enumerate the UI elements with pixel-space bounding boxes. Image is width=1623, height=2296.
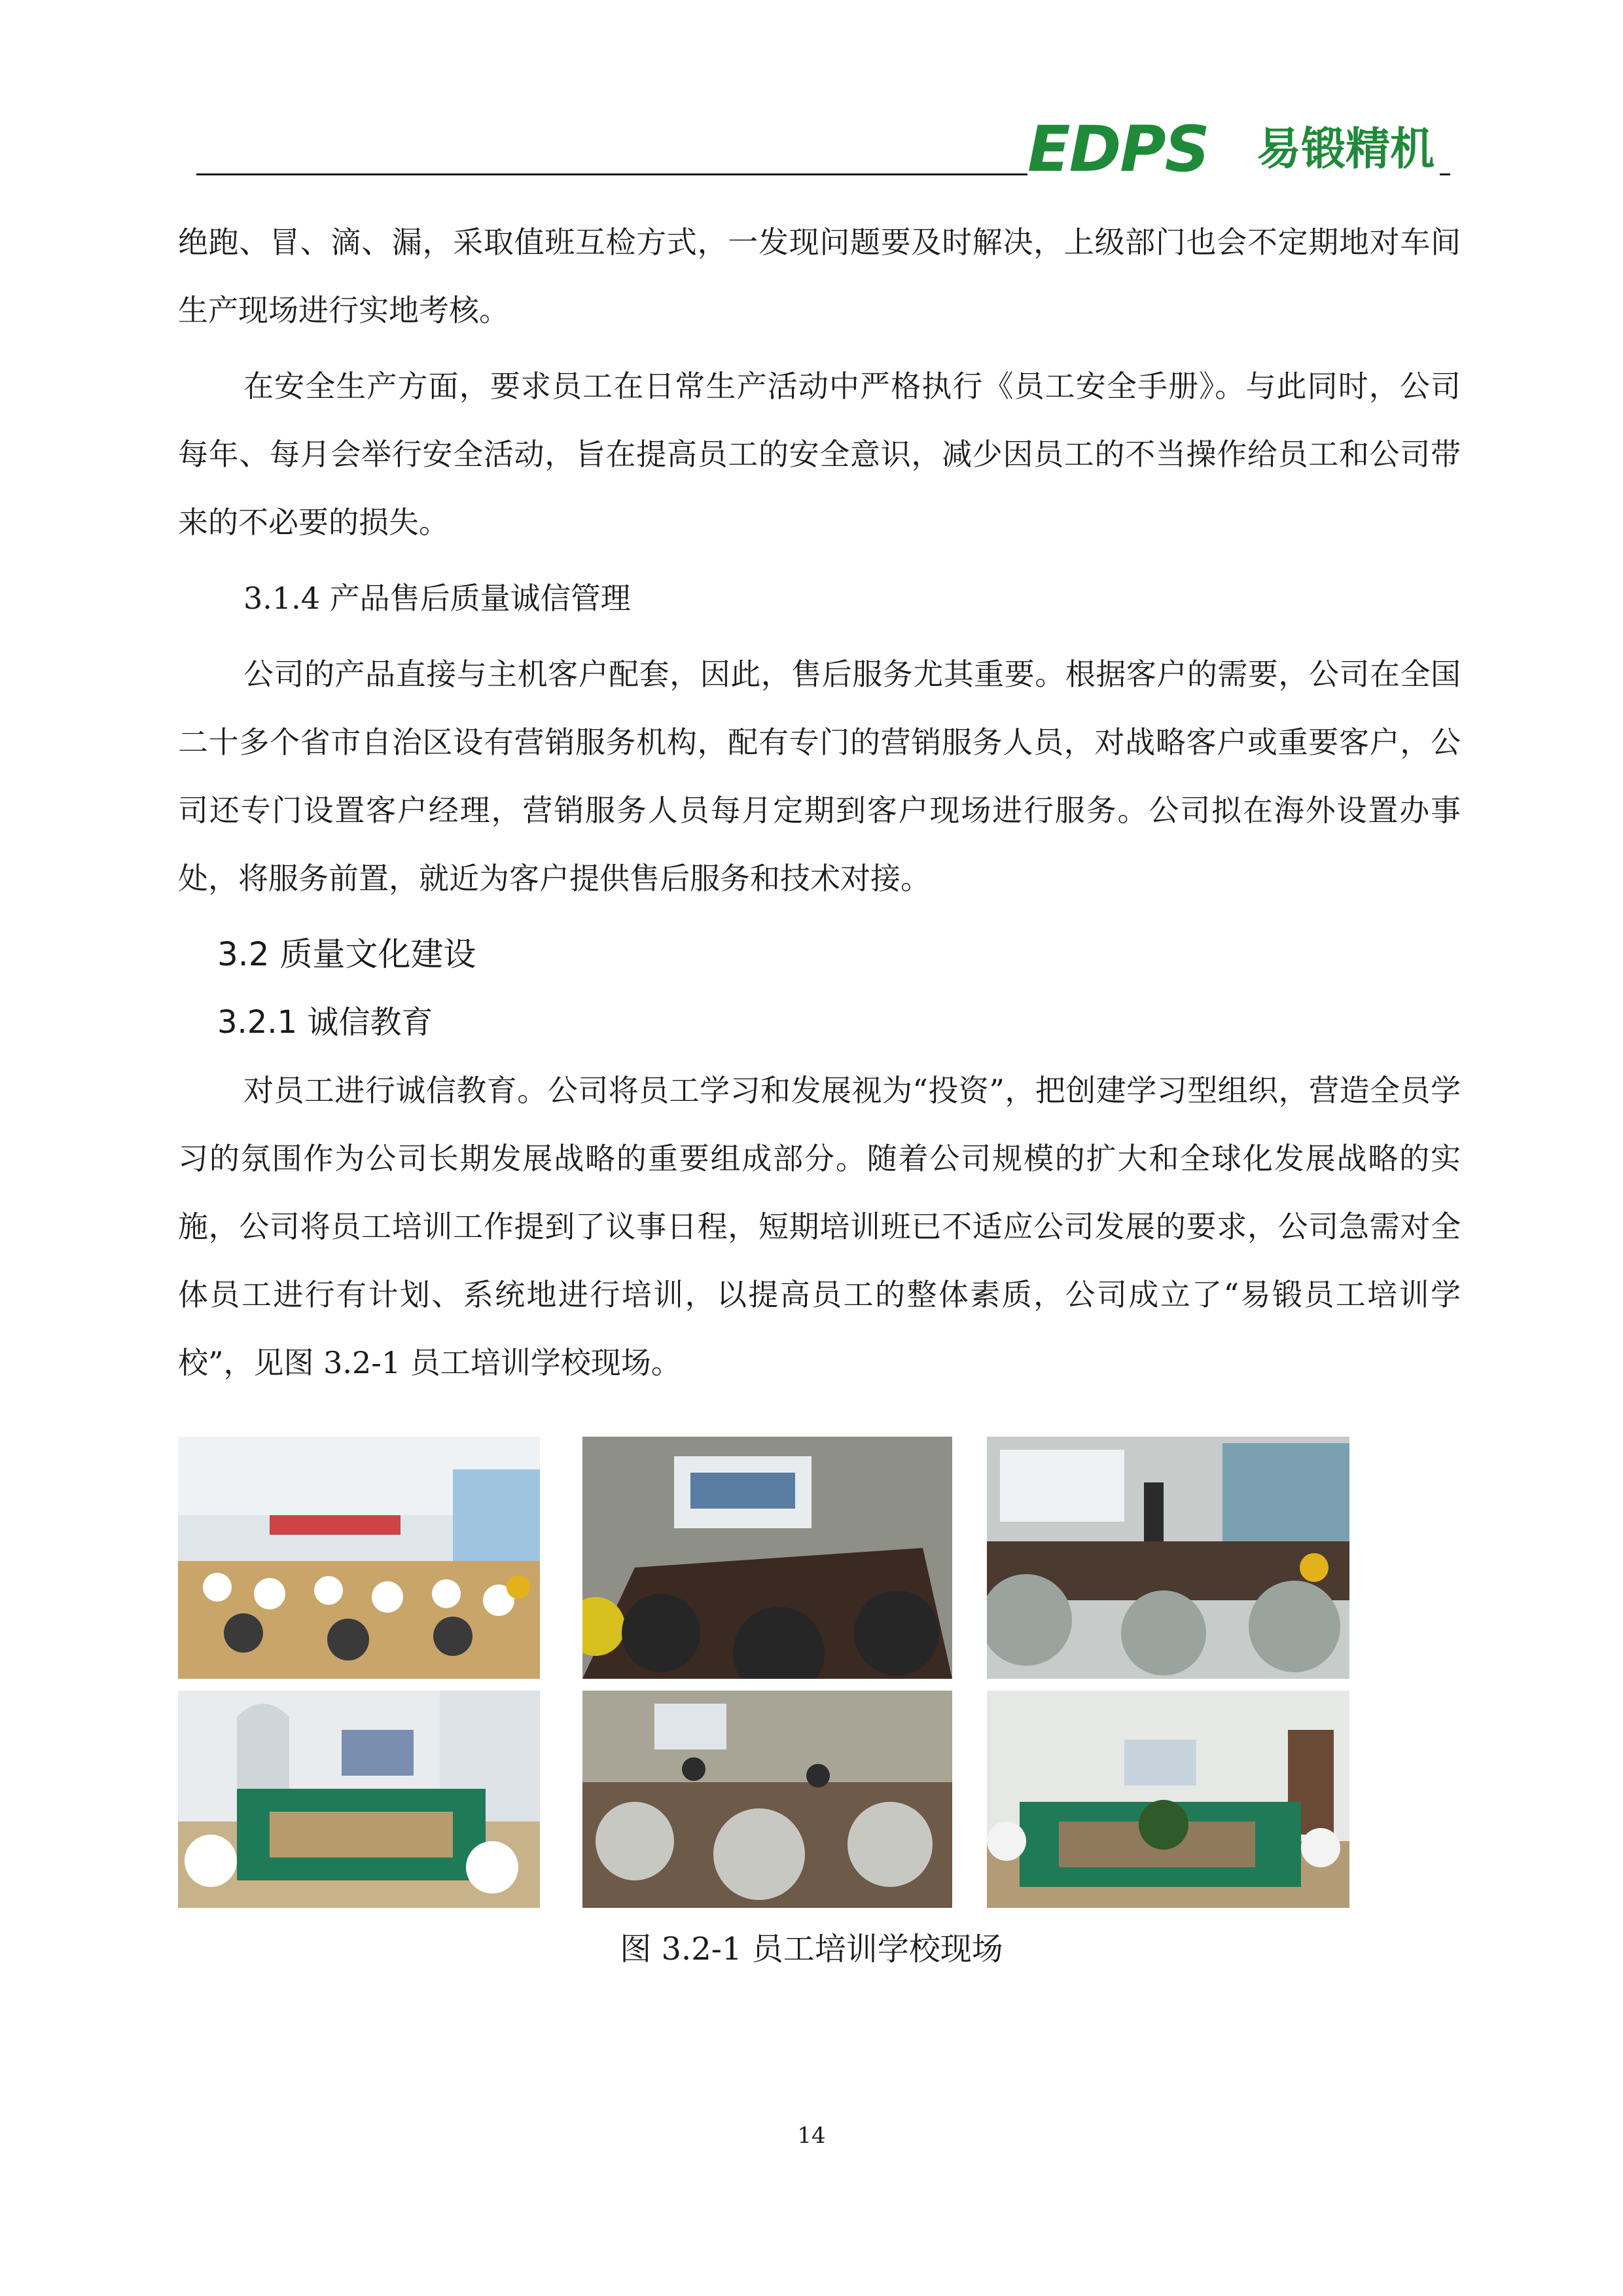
training-photos-grid: [178, 1437, 1349, 1908]
photo-lecture-speaker: [987, 1437, 1349, 1679]
logo-chinese: 易锻精机: [1257, 124, 1435, 175]
photo-classroom-lecture: [178, 1437, 540, 1679]
paragraph-integrity-education: 对员工进行诚信教育。公司将员工学习和发展视为“投资”，把创建学习型组织，营造全员学习的氛围作为公司长期发展战略的重要组成部分。随着公司规模的扩大和全球化发展战略的实施，公司将员工培训工作提到了议事日程，短期培训班已不适应公司发展的要求，公司急需对全体员工进行有计划、系统地进行培训，以提高员工的整体素质，公司成立了“易锻员工培训学校”，见图 3.2-1 员工培训学校现场。: [178, 1073, 1461, 1380]
company-logo: [1027, 113, 1453, 186]
photo-seminar-room: [582, 1691, 952, 1908]
header-rule-tail: [1440, 173, 1450, 175]
logo-latin: EDPS: [1027, 113, 1209, 186]
photo-conference-room: [987, 1691, 1349, 1908]
figure-caption: 图 3.2-1 员工培训学校现场: [620, 1931, 1003, 1967]
paragraph-continued: 绝跑、冒、滴、漏，采取值班互检方式，一发现问题要及时解决，上级部门也会不定期地对车间生产现场进行实地考核。: [178, 224, 1461, 328]
page-number: 14: [797, 2123, 826, 2149]
heading-3-2: 3.2 质量文化建设: [217, 935, 476, 973]
paragraph-after-sales: 公司的产品直接与主机客户配套，因此，售后服务尤其重要。根据客户的需要，公司在全国二十多个省市自治区设有营销服务机构，配有专门的营销服务人员，对战略客户或重要客户，公司还专门设置客户经理，营销服务人员每月定期到客户现场进行服务。公司拟在海外设置办事处，将服务前置，就近为客户提供售后服务和技术对接。: [178, 656, 1461, 896]
header-rule: [196, 173, 1027, 175]
heading-3-2-1: 3.2.1 诚信教育: [217, 1004, 433, 1041]
heading-3-1-4: 3.1.4 产品售后质量诚信管理: [243, 581, 631, 616]
photo-green-table-hall: [178, 1691, 540, 1908]
photo-meeting-projector: [582, 1437, 952, 1679]
page-body: [178, 208, 1461, 1405]
paragraph-safety: 在安全生产方面，要求员工在日常生产活动中严格执行《员工安全手册》。与此同时，公司每年、每月会举行安全活动，旨在提高员工的安全意识，减少因员工的不当操作给员工和公司带来的不必要的损失。: [178, 368, 1461, 540]
